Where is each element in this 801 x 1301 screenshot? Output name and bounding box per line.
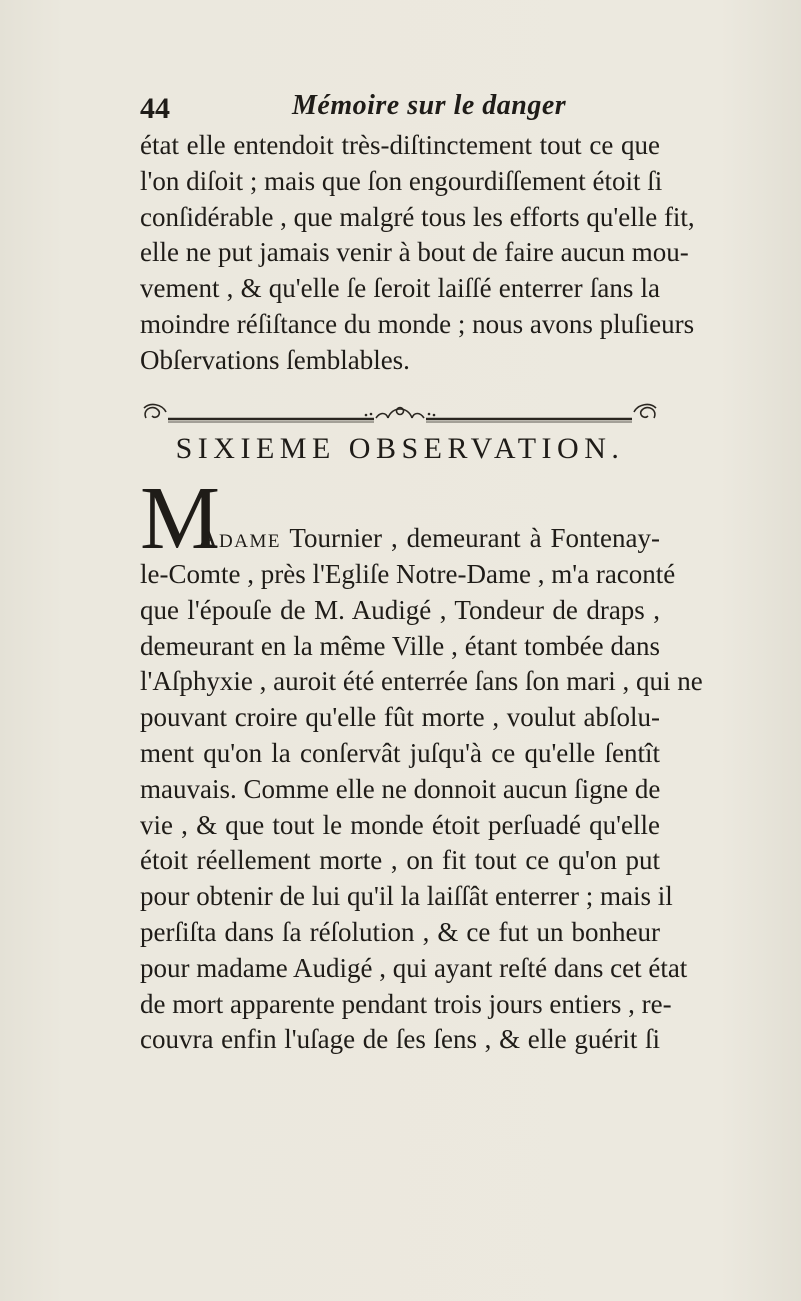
text-line: perſiſta dans ſa réſolution , & ce fut un bonheur [140,916,660,947]
text-line: l'on diſoit ; mais que ſon engourdiſſement étoit ſi [140,165,663,196]
text-line: vement , & qu'elle ſe ſeroit laiſſé enterrer ſans la [140,273,660,304]
text-line: que l'épouſe de M. Audigé , Tondeur de draps , [140,594,660,625]
page-header [140,90,700,130]
paragraph-continued [140,128,695,379]
text-line [198,521,660,557]
smallcaps-word: Adame [198,523,281,553]
text-line: l'Aſphyxie , auroit été enterrée ſans ſon mari , qui ne [140,666,703,697]
text-line: pour obtenir de lui qu'il la laiſſât enterrer ; mais il [140,881,673,912]
text-line: mauvais. Comme elle ne donnoit aucun ſigne de [140,773,661,804]
text-line: Obſervations ſemblables. [140,344,410,375]
text-line: étoit réellement morte , on fit tout ce qu'on put [140,845,660,876]
text-line: conſidérable , que malgré tous les efforts qu'elle fit, [140,201,695,232]
ornamental-rule [140,400,660,428]
text-line: demeurant en la même Ville , étant tombée dans [140,630,660,661]
running-title: Mémoire sur le danger [292,90,567,121]
text-line: elle ne put jamais venir à bout de faire aucun mou- [140,237,689,268]
paragraph-observation [140,557,703,1058]
text-line: vie , & que tout le monde étoit perſuadé qu'elle [140,809,660,840]
first-line-text: Tournier , demeurant à Fontenay- [280,523,660,553]
text-line: état elle entendoit très-diſtinctement tout ce que [140,130,660,160]
drop-cap: M [140,469,221,568]
text-line: pouvant croire qu'elle fût morte , voulut abſolu- [140,702,660,733]
text-line: le-Comte , près l'Egliſe Notre-Dame , m'a raconté [140,559,676,589]
text-line: moindre réſiſtance du monde ; nous avons pluſieurs [140,308,695,339]
text-line: couvra enfin l'uſage de ſes ſens , & elle guérit ſi [140,1024,660,1055]
page-number: 44 [140,92,170,125]
text-line: ment qu'on la conſervât juſqu'à ce qu'elle ſentît [140,737,660,768]
text-line: pour madame Audigé , qui ayant reſté dans cet état [140,952,688,983]
text-line: de mort apparente pendant trois jours entiers , re- [140,988,672,1019]
section-heading: SIXIEME OBSERVATION. [175,432,625,465]
